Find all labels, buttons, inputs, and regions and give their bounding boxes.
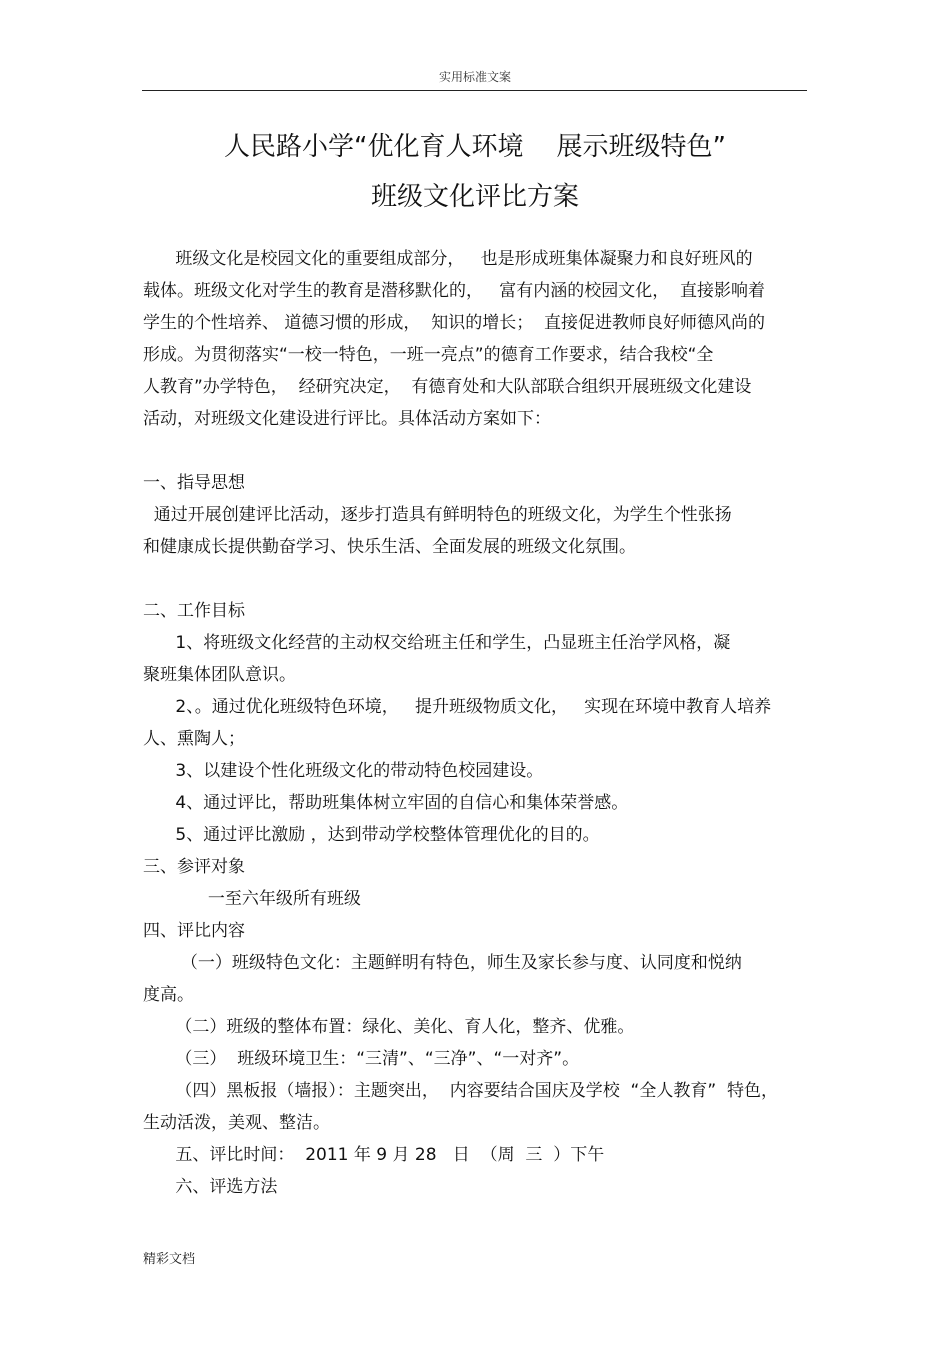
list-item: 聚班集体团队意识。	[143, 665, 296, 685]
list-item: 1、将班级文化经营的主动权交给班主任和学生，凸显班主任治学风格，凝	[143, 633, 731, 653]
list-item: （三） 班级环境卫生：“三清”、“三净”、“一对齐”。	[143, 1049, 580, 1069]
document-body	[143, 243, 808, 1203]
document-subtitle: 班级文化评比方案	[370, 182, 579, 212]
page-header: 实用标准文案	[438, 70, 511, 84]
section-heading: 一、指导思想	[143, 473, 245, 493]
section-heading: 三、参评对象	[143, 857, 245, 877]
paragraph-line: 学生的个性培养、 道德习惯的形成， 知识的增长； 直接促进教师良好师德风尚的	[143, 313, 766, 333]
list-item: （一）班级特色文化：主题鲜明有特色，师生及家长参与度、认同度和悦纳	[143, 953, 742, 973]
list-item: 度高。	[143, 985, 194, 1005]
paragraph-line: 班级文化是校园文化的重要组成部分， 也是形成班集体凝聚力和良好班风的	[143, 249, 753, 269]
section-guiding-ideology	[143, 467, 808, 563]
paragraph-line: 通过开展创建评比活动，逐步打造具有鲜明特色的班级文化，为学生个性张扬	[143, 505, 732, 525]
header-divider	[142, 90, 807, 91]
page-footer: 精彩文档	[143, 1252, 196, 1267]
list-item: 4、通过评比，帮助班集体树立牢固的自信心和集体荣誉感。	[143, 793, 629, 813]
section-work-goals	[143, 595, 808, 851]
spacer	[143, 563, 808, 595]
paragraph-line: 和健康成长提供勤奋学习、快乐生活、全面发展的班级文化氛围。	[143, 537, 636, 557]
section-evaluation-content	[143, 915, 808, 1139]
section-selection-method: 六、评选方法	[143, 1177, 278, 1197]
list-item: 人、熏陶人；	[143, 729, 245, 749]
paragraph-line: 形成。为贯彻落实“一校一特色，一班一亮点”的德育工作要求，结合我校“全	[143, 345, 714, 365]
list-item: 3、以建设个性化班级文化的带动特色校园建设。	[143, 761, 544, 781]
section-heading: 四、评比内容	[143, 921, 245, 941]
spacer	[143, 435, 808, 467]
paragraph-line: 一至六年级所有班级	[143, 889, 361, 909]
paragraph-line: 人教育”办学特色， 经研究决定， 有德育处和大队部联合组织开展班级文化建设	[143, 377, 752, 397]
section-participants	[143, 851, 808, 915]
document-title: 人民路小学“优化育人环境 展示班级特色”	[224, 132, 726, 162]
list-item: 生动活泼，美观、整洁。	[143, 1113, 330, 1133]
list-item: 2、。通过优化班级特色环境， 提升班级物质文化， 实现在环境中教育人培养	[143, 697, 772, 717]
paragraph-line: 载体。班级文化对学生的教育是潜移默化的， 富有内涵的校园文化， 直接影响着	[143, 281, 766, 301]
section-heading: 二、工作目标	[143, 601, 245, 621]
list-item: （四）黑板报（墙报）：主题突出， 内容要结合国庆及学校 “全人教育” 特色，	[143, 1081, 778, 1101]
list-item: 5、通过评比激励 ，达到带动学校整体管理优化的目的。	[143, 825, 600, 845]
list-item: （二）班级的整体布置：绿化、美化、育人化，整齐、优雅。	[143, 1017, 635, 1037]
paragraph-line: 活动，对班级文化建设进行评比。具体活动方案如下：	[143, 409, 551, 429]
intro-paragraph	[143, 243, 808, 435]
section-evaluation-time: 五、评比时间： 2011 年 9 月 28 日 （周 三 ）下午	[143, 1145, 605, 1165]
